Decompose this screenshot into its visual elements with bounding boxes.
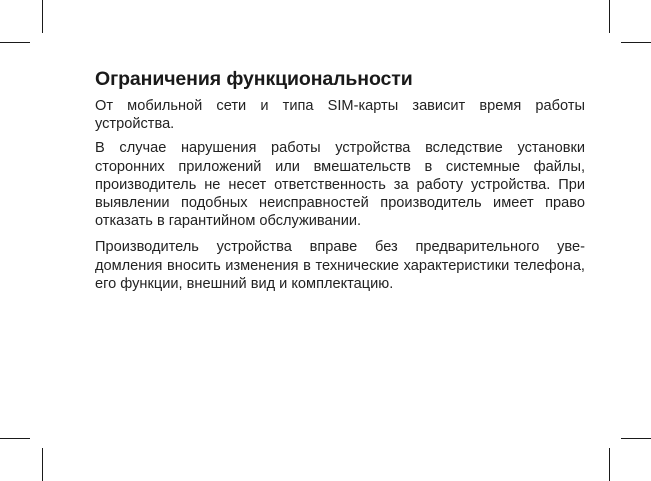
section-title: Ограничения функциональности <box>95 68 413 90</box>
crop-mark-bottom-left-horizontal <box>0 438 30 439</box>
document-body <box>95 67 585 301</box>
paragraph-changes: Производитель устройства вправе без предварительного уве- домления вносить изменения в технические характеристики телефона, его функции, внешний вид и комплектацию. <box>95 239 585 292</box>
crop-mark-top-left-vertical <box>42 0 43 33</box>
crop-mark-bottom-right-horizontal <box>621 438 651 439</box>
crop-mark-bottom-left-vertical <box>42 448 43 481</box>
crop-mark-top-right-horizontal <box>621 42 651 43</box>
crop-mark-bottom-right-vertical <box>609 448 610 481</box>
crop-mark-top-left-horizontal <box>0 42 30 43</box>
crop-mark-top-right-vertical <box>609 0 610 33</box>
paragraph-liability: В случае нарушения работы устройства вследствие установки сторонних приложений или вмешательств в системные файлы, производитель не несет ответственность за работу устройства. При выявлении подобных неисправностей производитель имеет право отказать в гарантийном обслуживании. <box>95 140 585 230</box>
paragraph-network: От мобильной сети и типа SIM-карты зависит время работы устройства. <box>95 98 585 133</box>
